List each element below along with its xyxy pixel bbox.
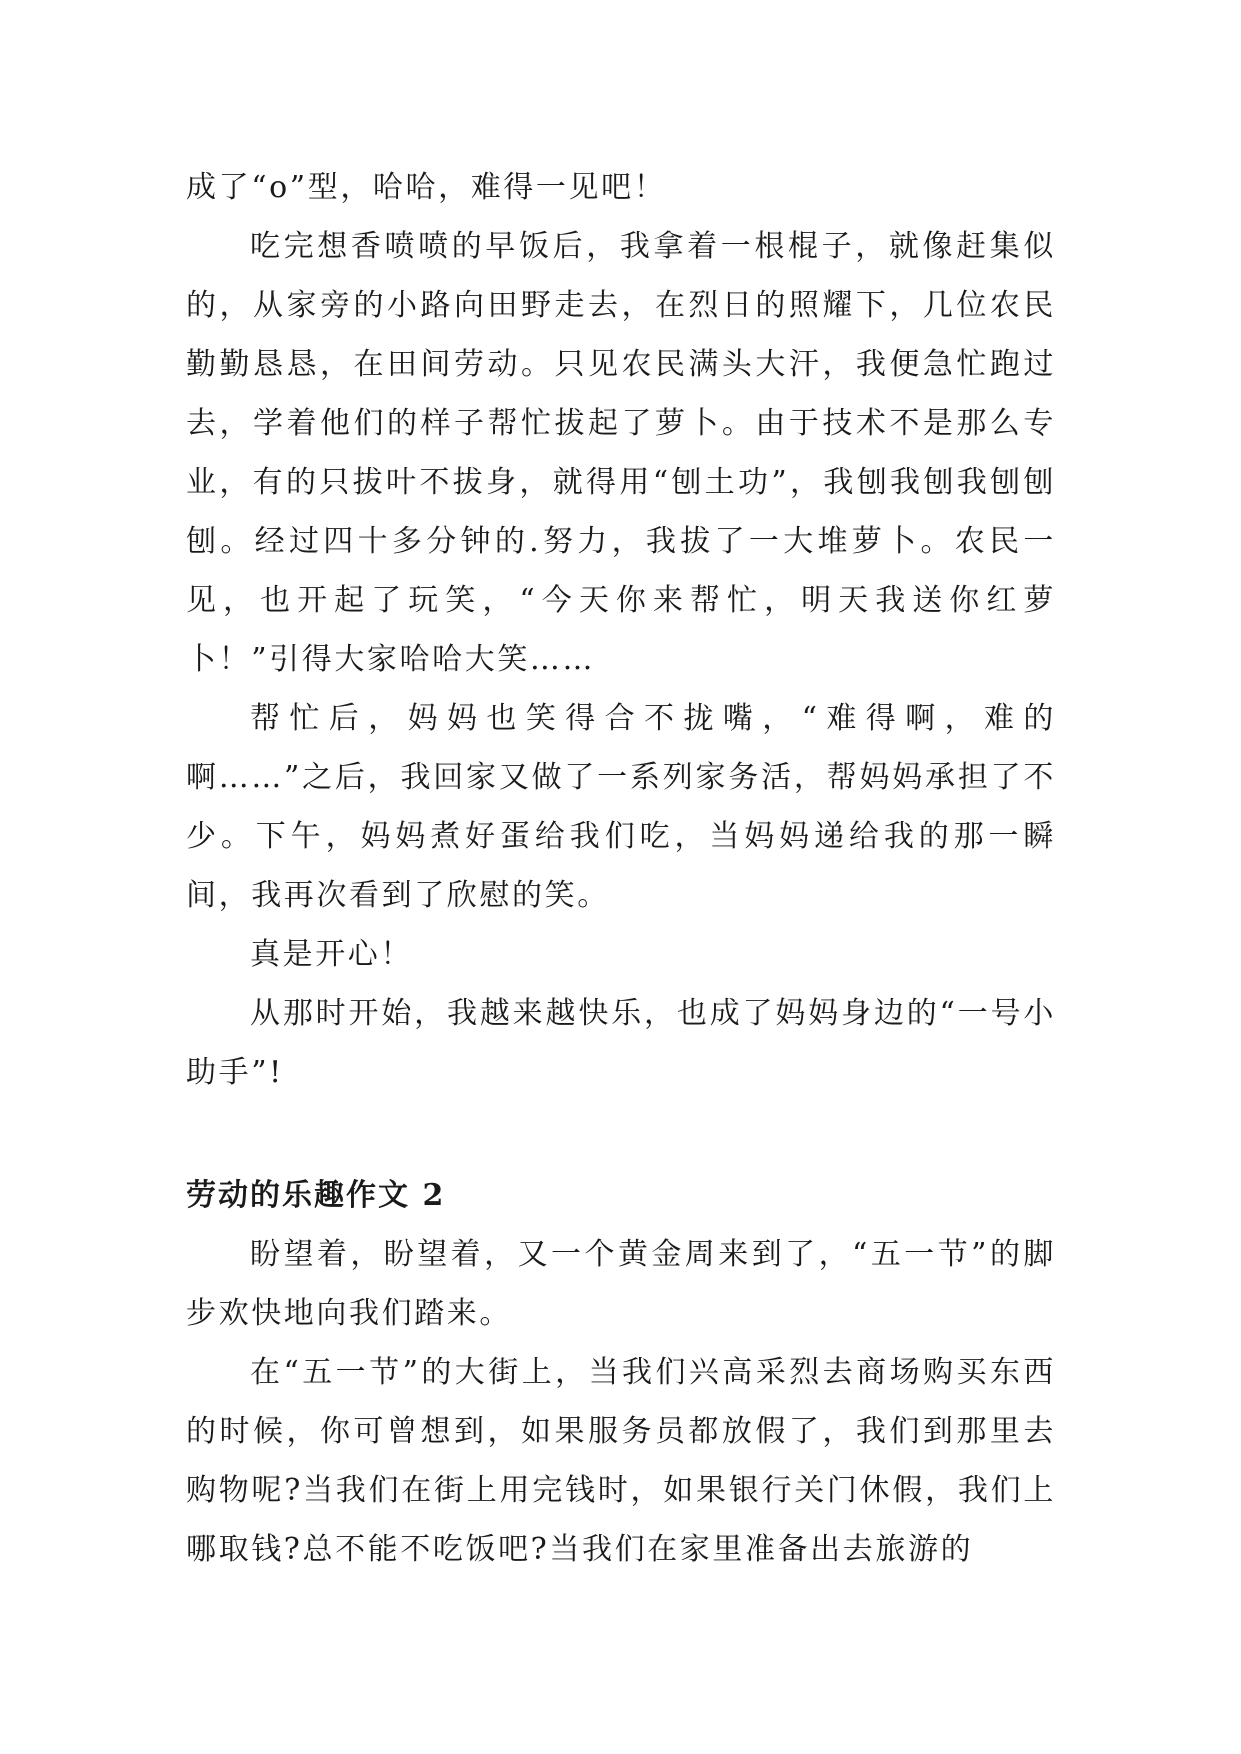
paragraph: 吃完想香喷喷的早饭后，我拿着一根棍子，就像赶集似的，从家旁的小路向田野走去，在烈日的照耀下，几位农民勤勤恳恳，在田间劳动。只见农民满头大汗，我便急忙跑过去，学着他们的样子帮忙拔起了萝卜。由于技术不是那么专业，有的只拔叶不拔身，就得用“刨土功”，我刨我刨我刨刨刨。经过四十多分钟的.努力，我拔了一大堆萝卜。农民一见，也开起了玩笑，“今天你来帮忙，明天我送你红萝卜！”引得大家哈哈大笑…… xyxy=(186,229,1056,677)
paragraph: 盼望着，盼望着，又一个黄金周来到了，“五一节”的脚步欢快地向我们踏来。 xyxy=(186,1237,1056,1331)
paragraph: 帮忙后，妈妈也笑得合不拢嘴，“难得啊，难的啊……”之后，我回家又做了一系列家务活，帮妈妈承担了不少。下午，妈妈煮好蛋给我们吃，当妈妈递给我的那一瞬间，我再次看到了欣慰的笑。 xyxy=(186,701,1056,913)
document-body xyxy=(186,158,1056,1579)
paragraph: 在“五一节”的大街上，当我们兴高采烈去商场购买东西的时候，你可曾想到，如果服务员都放假了，我们到那里去购物呢?当我们在街上用完钱时，如果银行关门休假，我们上哪取钱?总不能不吃饭吧?当我们在家里准备出去旅游的 xyxy=(186,1355,1056,1567)
section-heading: 劳动的乐趣作文 2 xyxy=(186,1178,446,1213)
paragraph: 成了“o”型，哈哈，难得一见吧！ xyxy=(186,170,667,205)
paragraph: 真是开心！ xyxy=(250,937,413,972)
paragraph: 从那时开始，我越来越快乐，也成了妈妈身边的“一号小助手”! xyxy=(186,996,1056,1090)
